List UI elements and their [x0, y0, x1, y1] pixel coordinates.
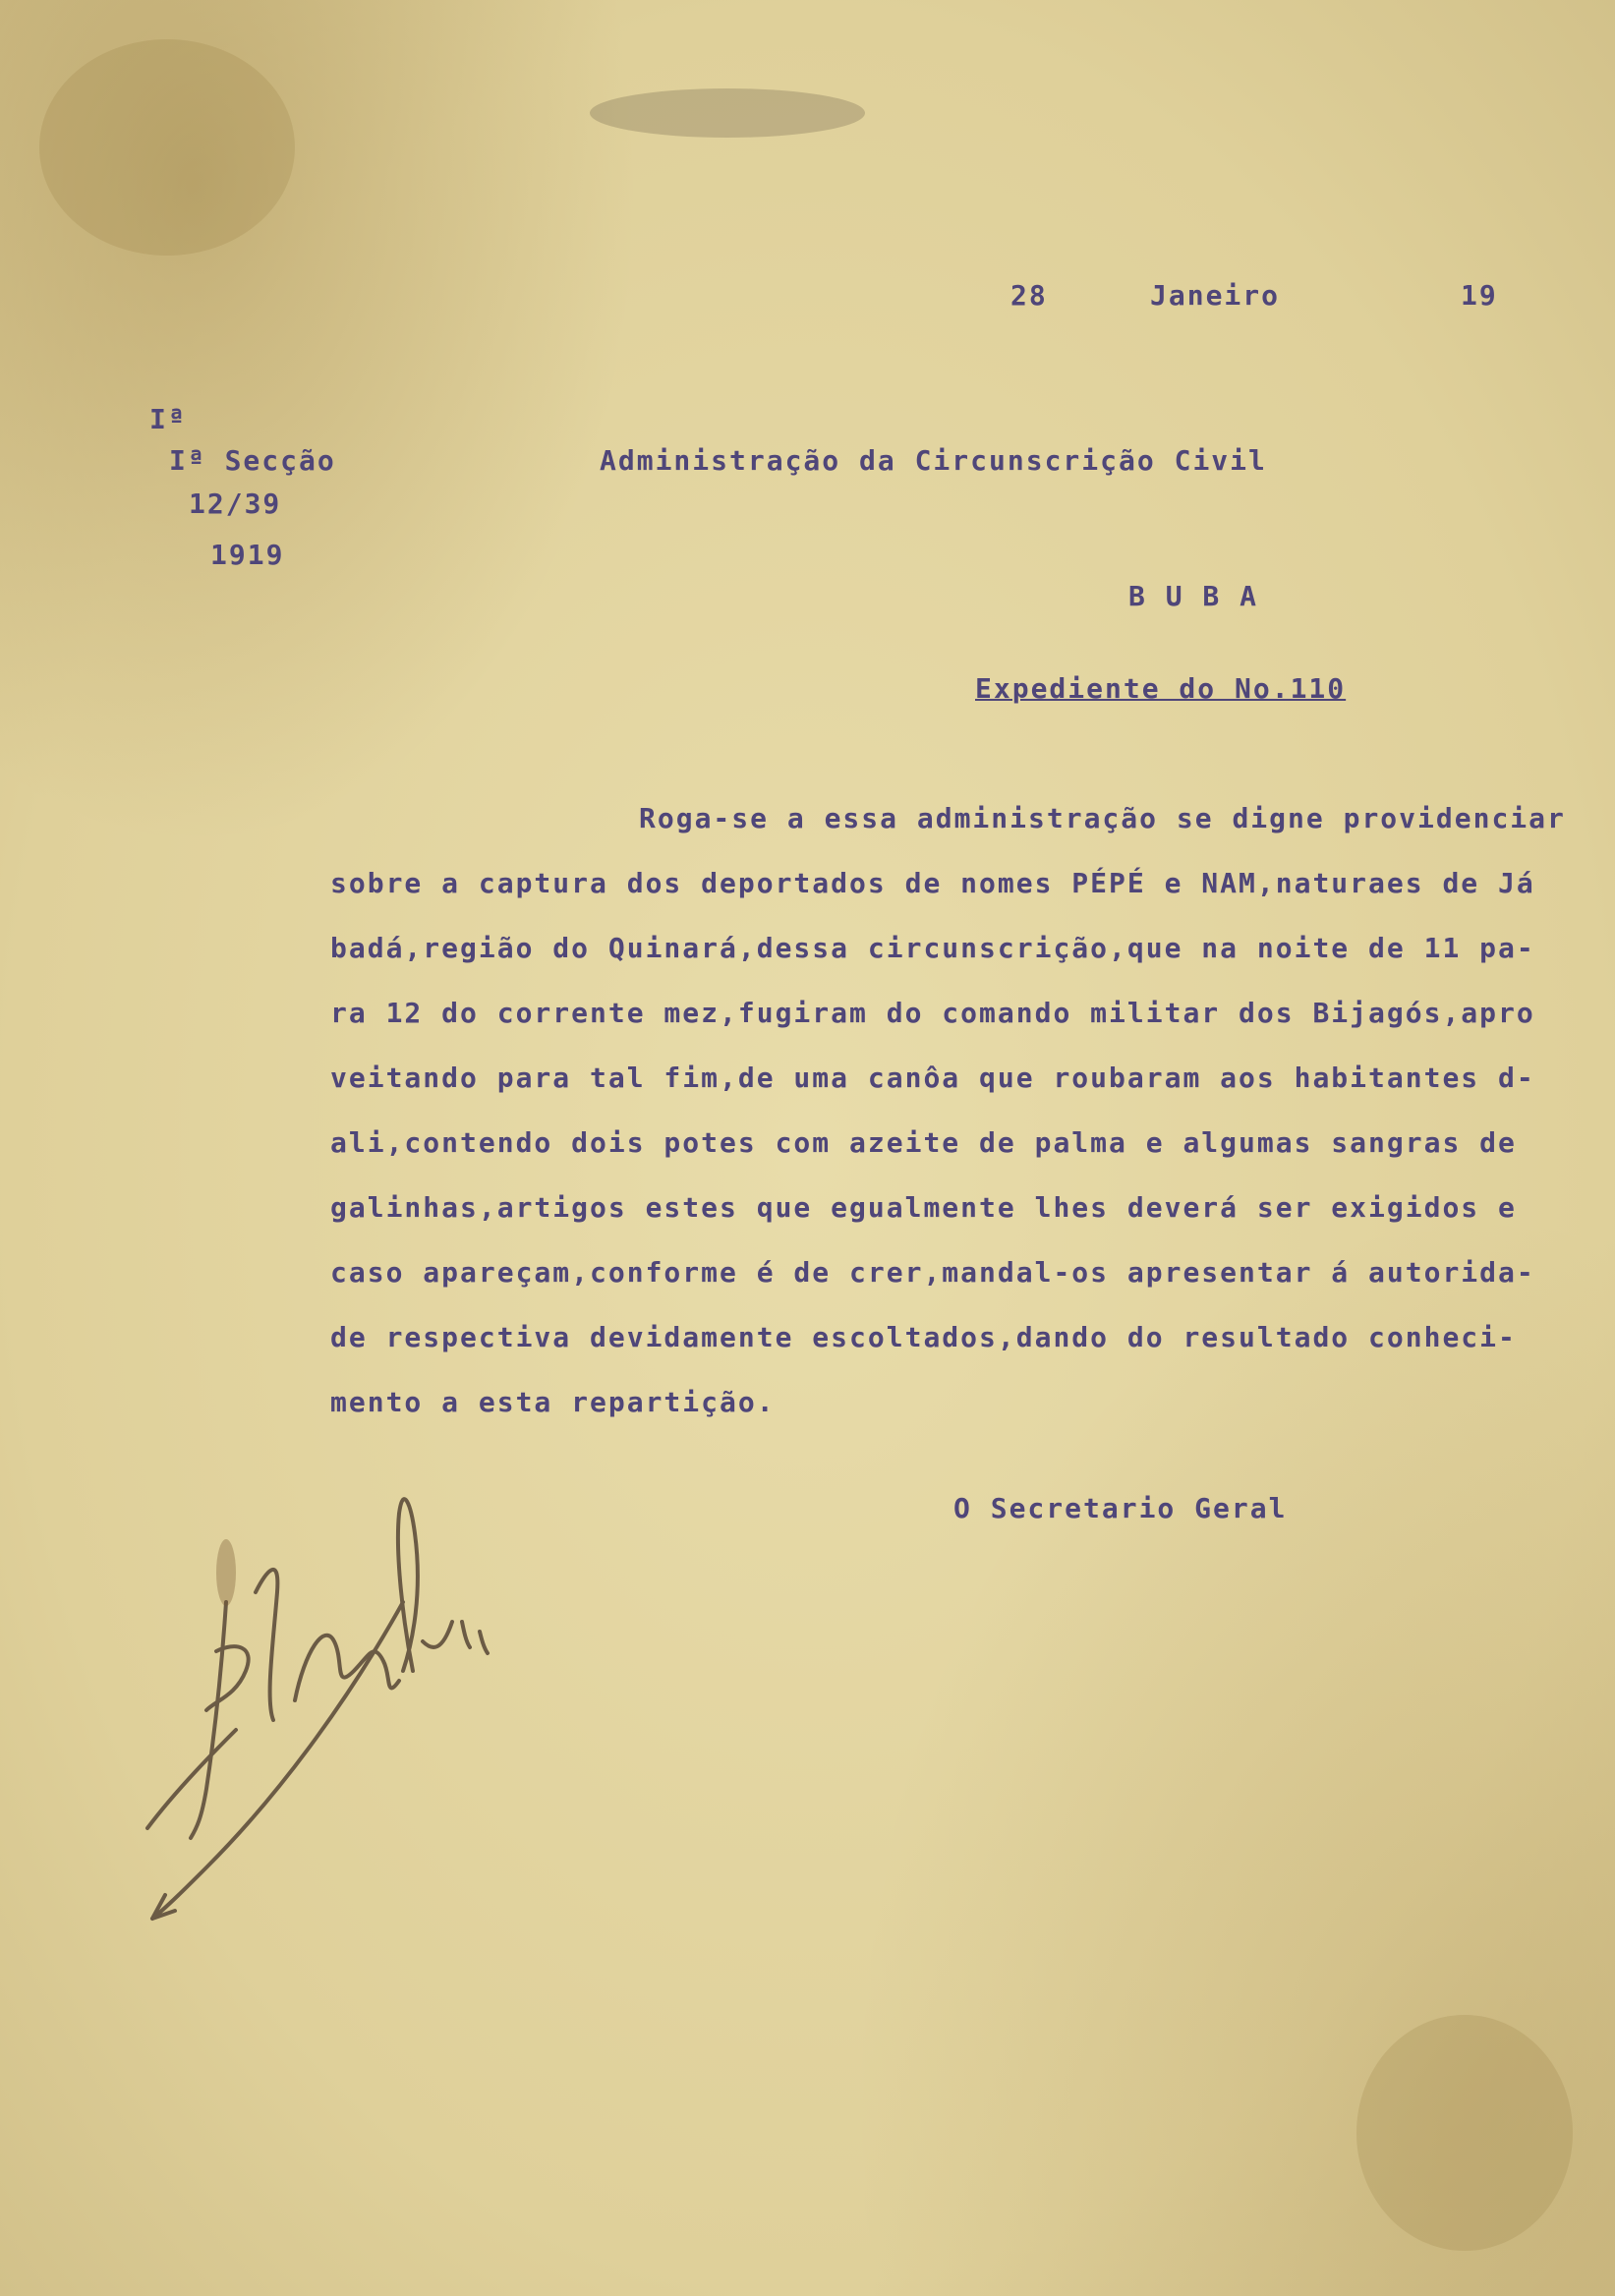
body-line: ra 12 do corrente mez,fugiram do comando militar dos Bijagós,apro [330, 997, 1535, 1029]
addressee-place: B U B A [1128, 580, 1259, 612]
date-month: Janeiro [1150, 279, 1281, 312]
handwritten-signature [108, 1474, 541, 1966]
reference-section: Iª Secção [169, 444, 336, 477]
body-line: mento a esta repartição. [330, 1386, 776, 1418]
paper-stain [590, 88, 865, 138]
body-line: sobre a captura dos deportados de nomes PÉPÉ e NAM,naturaes de Já [330, 867, 1535, 899]
reference-year: 1919 [210, 539, 285, 571]
body-line: caso apareçam,conforme é de crer,mandal-os apresentar á autorida- [330, 1256, 1535, 1289]
body-line: ali,contendo dois potes com azeite de palma e algumas sangras de [330, 1126, 1517, 1159]
body-line: galinhas,artigos estes que egualmente lhes deverá ser exigidos e [330, 1191, 1517, 1224]
paper-stain [39, 39, 295, 256]
closing-title: O Secretario Geral [953, 1492, 1288, 1524]
letter-body [330, 786, 1608, 1435]
reference-line-1: Iª [149, 403, 187, 435]
body-line: de respectiva devidamente escoltados,dando do resultado conheci- [330, 1321, 1517, 1353]
body-line: Roga-se a essa administração se digne providenciar [639, 802, 1566, 834]
paper-stain [1356, 2015, 1573, 2251]
date-year: 19 [1461, 279, 1498, 312]
body-line: badá,região do Quinará,dessa circunscrição,que na noite de 11 pa- [330, 932, 1535, 964]
date-day: 28 [1010, 279, 1048, 312]
reference-number: 12/39 [189, 488, 282, 520]
dispatch-number: Expediente do No.110 [975, 672, 1347, 705]
body-line: veitando para tal fim,de uma canôa que roubaram aos habitantes d- [330, 1062, 1535, 1094]
addressee-office: Administração da Circunscrição Civil [600, 444, 1267, 477]
